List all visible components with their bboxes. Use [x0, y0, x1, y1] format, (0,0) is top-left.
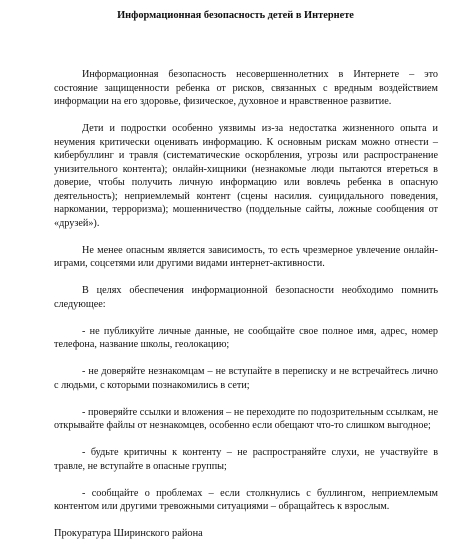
document-title: Информационная безопасность детей в Интернете — [117, 10, 354, 21]
list-item-content: - будьте критичны к контенту – не распространяйте слухи, не участвуйте в травле, не вступайте в опасные группы; — [54, 447, 438, 472]
list-item-links: - проверяйте ссылки и вложения – не переходите по подозрительным ссылкам, не открывайте файлы от незнакомцев, особенно если обещают что-то слишком выгодное; — [54, 406, 438, 431]
list-item-strangers: - не доверяйте незнакомцам – не вступайте в переписку и не встречайтесь лично с людьми, с которыми познакомились в сети; — [54, 366, 438, 391]
paragraph-remember-intro: В целях обеспечения информационной безопасности необходимо помнить следующее: — [54, 285, 438, 310]
document-body — [54, 68, 438, 526]
paragraph-risks: Дети и подростки особенно уязвимы из-за недостатка жизненного опыта и неумения критически оценивать информацию. К основным рискам можно отнести – кибербуллинг и травля (систематические оскорбления, угрозы или распространение унизительного контента); онлайн-хищники (незнакомые люди пытаются втереться в доверие, чтобы получить личную информацию или вовлечь ребенка в опасную деятельность); неприемлемый контент (сцены насилия. суицидального поведения, наркомании, терроризма); мошенничество (поддельные сайты, ложные сообщения от «друзей»). — [54, 123, 438, 229]
paragraph-definition: Информационная безопасность несовершеннолетних в Интернете – это состояние защищенности ребенка от рисков, связанных с вредным воздействием информации на его здоровье, физическое, духовное и нравственное развитие. — [54, 69, 438, 107]
list-item-personal-data: - не публикуйте личные данные, не сообщайте свое полное имя, адрес, номер телефона, название школы, геолокацию; — [54, 325, 438, 350]
signature: Прокуратура Ширинского района — [54, 528, 203, 539]
list-item-report: - сообщайте о проблемах – если столкнулись с буллингом, неприемлемым контентом или другими тревожными ситуациями – обращайтесь к взрослым. — [54, 487, 438, 512]
paragraph-addiction: Не менее опасным является зависимость, то есть чрезмерное увлечение онлайн-играми, соцсетями или другими видами интернет-активности. — [54, 244, 438, 269]
